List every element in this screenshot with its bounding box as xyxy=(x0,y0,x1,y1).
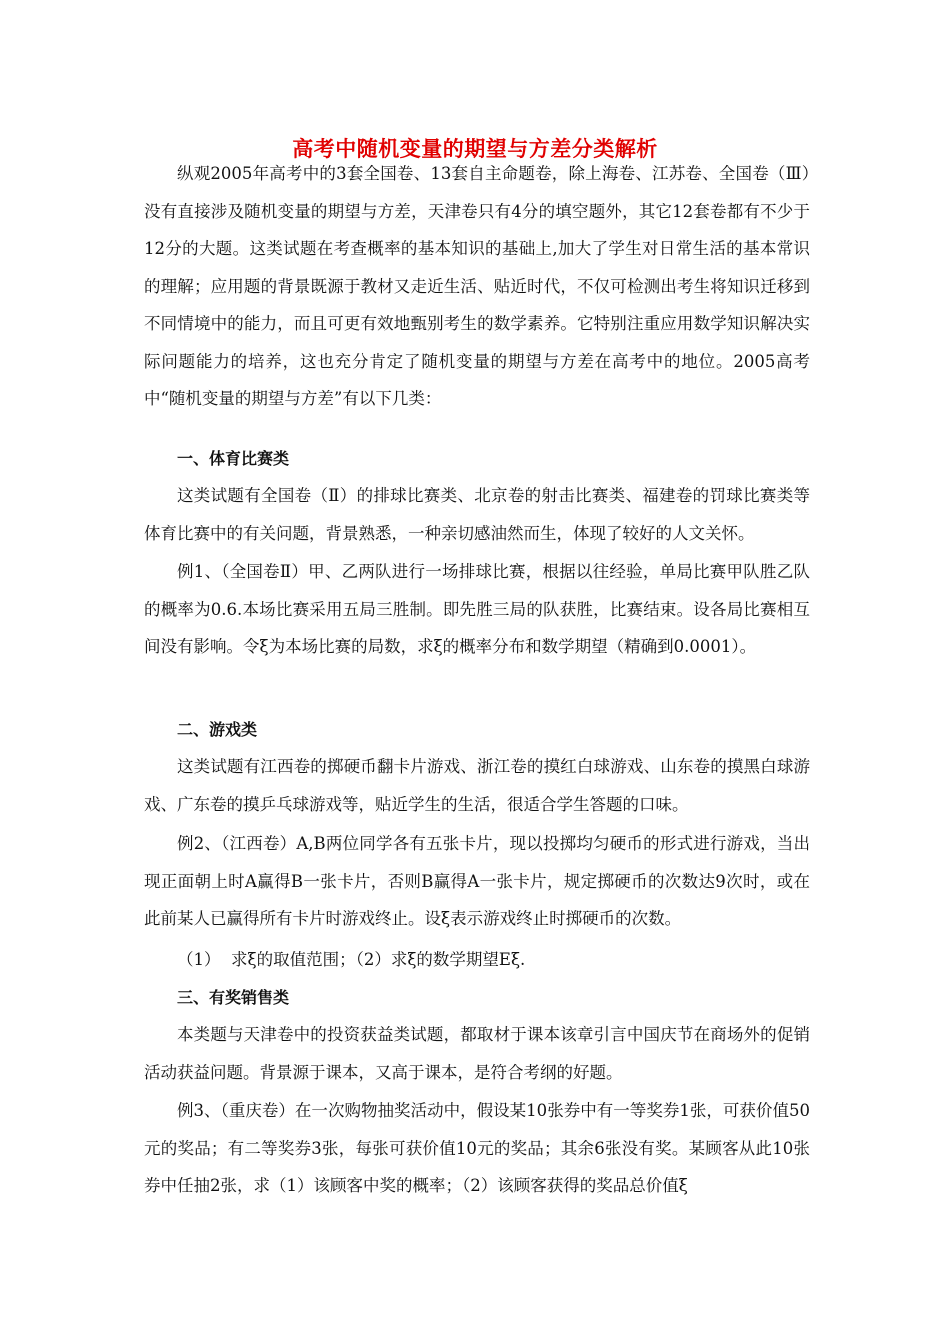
section-body-lottery: 本类题与天津卷中的投资获益类试题，都取材于课本该章引言中国庆节在商场外的促销活动获益问题。背景源于课本，又高于课本，是符合考纲的好题。 xyxy=(144,1025,810,1082)
section-heading-games: 二、游戏类 xyxy=(177,720,258,739)
example-3: 例3、（重庆卷）在一次购物抽奖活动中，假设某10张券中有一等奖券1张，可获价值50元的奖品；有二等奖券3张，每张可获价值10元的奖品；其余6张没有奖。某顾客从此10张券中任抽2张，求（1）该顾客中奖的概率；（2）该顾客获得的奖品总价值ξ xyxy=(144,1101,810,1195)
section-heading-lottery: 三、有奖销售类 xyxy=(177,988,290,1007)
intro-paragraph: 纵观2005年高考中的3套全国卷、13套自主命题卷，除上海卷、江苏卷、全国卷（Ⅲ）没有直接涉及随机变量的期望与方差，天津卷只有4分的填空题外，其它12套卷都有不少于12分的大题。这类试题在考查概率的基本知识的基础上,加大了学生对日常生活的基本常识的理解；应用题的背景既源于教材又走近生活、贴近时代，不仅可检测出考生将知识迁移到不同情境中的能力，而且可更有效地甄别考生的数学素养。它特别注重应用数学知识解决实际问题能力的培养，这也充分肯定了随机变量的期望与方差在高考中的地位。2005高考中“随机变量的期望与方差”有以下几类： xyxy=(144,164,810,408)
section-body-sports: 这类试题有全国卷（Ⅱ）的排球比赛类、北京卷的射击比赛类、福建卷的罚球比赛类等体育比赛中的有关问题，背景熟悉，一种亲切感油然而生，体现了较好的人文关怀。 xyxy=(144,486,810,543)
example-2: 例2、（江西卷）A,B两位同学各有五张卡片，现以投掷均匀硬币的形式进行游戏，当出现正面朝上时A赢得B一张卡片，否则B赢得A一张卡片，规定掷硬币的次数达9次时，或在此前某人已赢得所有卡片时游戏终止。设ξ表示游戏终止时掷硬币的次数。 xyxy=(144,834,810,928)
example-1: 例1、（全国卷Ⅱ）甲、乙两队进行一场排球比赛，根据以往经验，单局比赛甲队胜乙队的概率为0.6.本场比赛采用五局三胜制。即先胜三局的队获胜，比赛结束。设各局比赛相互间没有影响。令ξ为本场比赛的局数，求ξ的概率分布和数学期望（精确到0.0001）。 xyxy=(144,562,810,656)
example-2-subquestions: （1） 求ξ的取值范围；（2）求ξ的数学期望Eξ. xyxy=(177,950,526,969)
section-heading-sports: 一、体育比赛类 xyxy=(177,449,290,468)
document-title: 高考中随机变量的期望与方差分类解析 xyxy=(292,136,658,162)
section-body-games: 这类试题有江西卷的掷硬币翻卡片游戏、浙江卷的摸红白球游戏、山东卷的摸黑白球游戏、广东卷的摸乒乓球游戏等，贴近学生的生活，很适合学生答题的口味。 xyxy=(144,757,810,814)
